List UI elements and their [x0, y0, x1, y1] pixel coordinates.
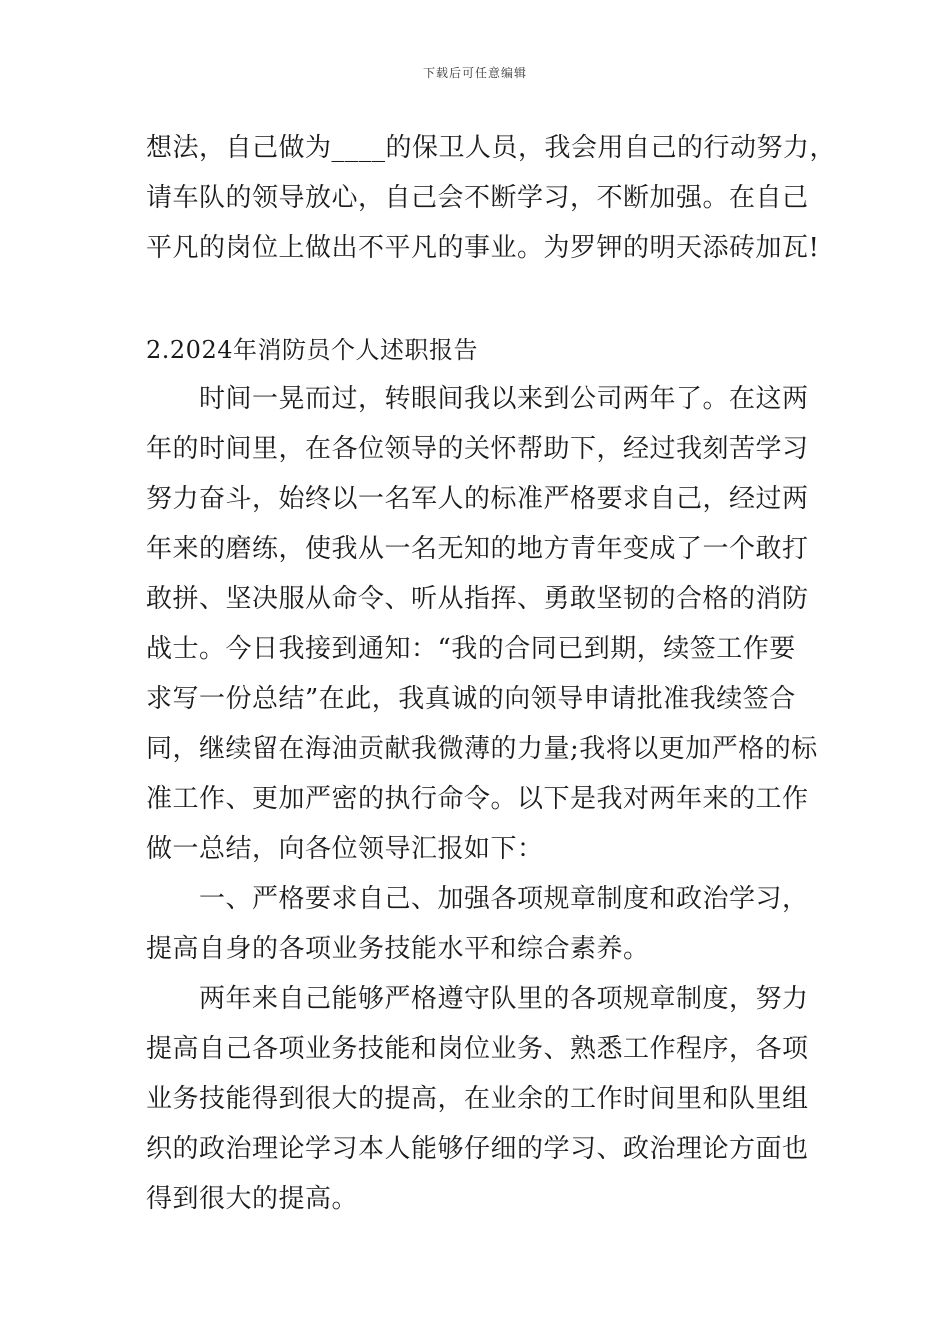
paragraph-line: 两年来自己能够严格遵守队里的各项规章制度，努力 — [146, 984, 809, 1014]
paragraph-line: 准工作、更加严密的执行命令。以下是我对两年来的工作 — [146, 784, 809, 814]
paragraph-line: 平凡的岗位上做出不平凡的事业。为罗钾的明天添砖加瓦! — [146, 233, 820, 263]
paragraph-line: 年来的磨练，使我从一名无知的地方青年变成了一个敢打 — [146, 534, 809, 564]
point-heading-line: 提高自身的各项业务技能水平和综合素养。 — [146, 934, 650, 964]
paragraph-line: 做一总结，向各位领导汇报如下： — [146, 834, 544, 864]
paragraph-line: 同，继续留在海油贡献我微薄的力量;我将以更加严格的标 — [146, 734, 818, 764]
paragraph-line: 请车队的领导放心，自己会不断学习，不断加强。在自己 — [146, 183, 809, 213]
paragraph-line: 敢拼、坚决服从命令、听从指挥、勇敢坚韧的合格的消防 — [146, 584, 809, 614]
paragraph-line: 织的政治理论学习本人能够仔细的学习、政治理论方面也 — [146, 1134, 809, 1164]
paragraph-line: 年的时间里，在各位领导的关怀帮助下，经过我刻苦学习 — [146, 434, 809, 464]
section-title: 2.2024年消防员个人述职报告 — [146, 336, 478, 364]
page-header: 下载后可任意编辑 — [422, 66, 527, 80]
paragraph-line: 想法，自己做为____的保卫人员，我会用自己的行动努力， — [146, 133, 837, 163]
paragraph-line: 努力奋斗，始终以一名军人的标准严格要求自己，经过两 — [146, 484, 809, 514]
paragraph-line: 求写一份总结”在此，我真诚的向领导申请批准我续签合 — [146, 684, 796, 714]
point-heading-line: 一、严格要求自己、加强各项规章制度和政治学习， — [146, 884, 809, 914]
paragraph-line: 战士。今日我接到通知：“我的合同已到期，续签工作要 — [146, 634, 796, 664]
paragraph-line: 业务技能得到很大的提高，在业余的工作时间里和队里组 — [146, 1084, 809, 1114]
paragraph-line: 提高自己各项业务技能和岗位业务、熟悉工作程序，各项 — [146, 1034, 809, 1064]
paragraph-line: 得到很大的提高。 — [146, 1184, 359, 1214]
paragraph-line: 时间一晃而过，转眼间我以来到公司两年了。在这两 — [146, 384, 809, 414]
